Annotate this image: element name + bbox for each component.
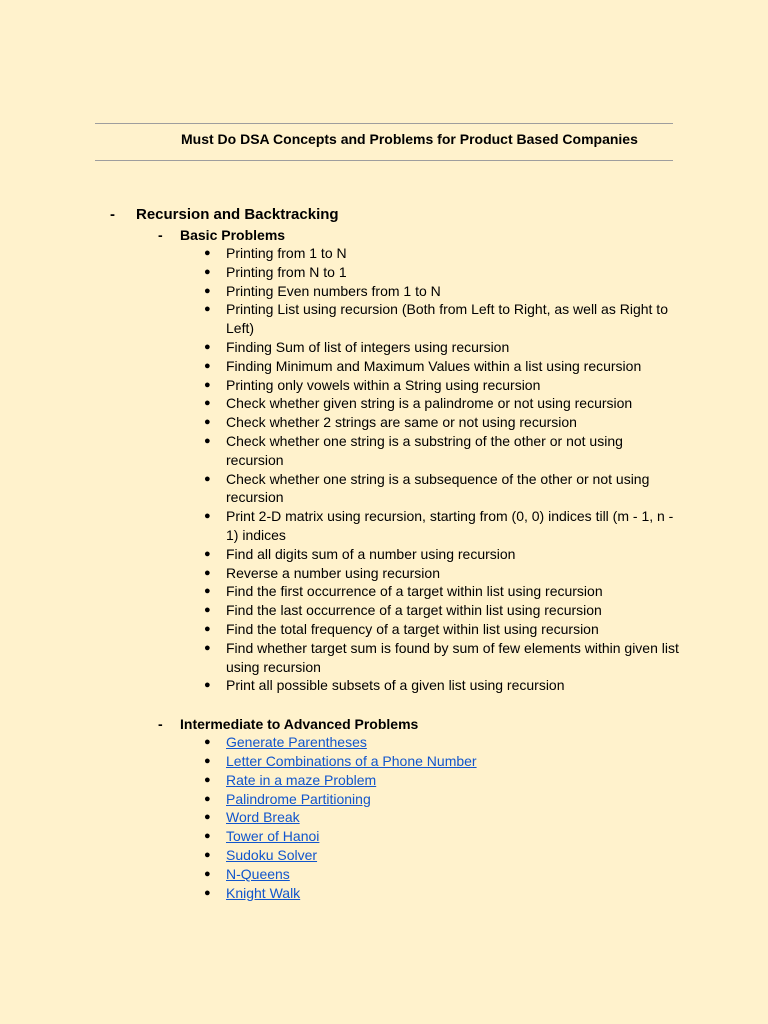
problem-link-item	[203, 790, 682, 809]
problem-item	[203, 357, 682, 376]
problem-link[interactable]: Word Break	[226, 809, 300, 826]
problem-text: Find the first occurrence of a target within list using recursion	[226, 583, 603, 600]
bottom-divider	[95, 160, 673, 161]
basic-problems-list	[203, 244, 710, 695]
problem-item	[203, 376, 682, 395]
problem-text: Find all digits sum of a number using recursion	[226, 545, 516, 562]
bullet-icon: ●	[204, 566, 211, 579]
bullet-icon: ●	[204, 303, 211, 316]
problem-link[interactable]: Generate Parentheses	[226, 734, 367, 751]
bullet-icon: ●	[204, 773, 211, 786]
bullet-icon: ●	[204, 340, 211, 353]
problem-item	[203, 620, 682, 639]
bullet-icon: ●	[204, 622, 211, 635]
subsection-advanced-problems	[158, 715, 710, 902]
bullet-icon: ●	[204, 434, 211, 447]
problem-text: Print 2-D matrix using recursion, starting from (0, 0) indices till (m - 1, n - 1) indices	[226, 508, 674, 543]
advanced-problems-list	[203, 733, 710, 902]
problem-text: Find the last occurrence of a target within list using recursion	[226, 602, 602, 619]
problem-item	[203, 244, 682, 263]
bullet-icon: ●	[204, 416, 211, 429]
problem-link[interactable]: Rate in a maze Problem	[226, 771, 377, 788]
problem-text: Printing from 1 to N	[226, 245, 347, 261]
problem-link[interactable]: Sudoku Solver	[226, 846, 318, 863]
bullet-icon: ●	[204, 472, 211, 485]
problem-item	[203, 263, 682, 282]
problem-text: Find whether target sum is found by sum of few elements within given list using recursion	[226, 639, 679, 675]
subsection-heading-text: Intermediate to Advanced Problems	[180, 716, 419, 733]
bullet-icon: ●	[204, 830, 211, 843]
problem-text: Printing from N to 1	[226, 263, 347, 280]
problem-item	[203, 639, 682, 677]
bullet-icon: ●	[204, 736, 211, 749]
problem-item	[203, 432, 682, 470]
document-title: Must Do DSA Concepts and Problems for Product Based Companies	[181, 131, 638, 147]
subsection-heading-text: Basic Problems	[180, 227, 286, 243]
bullet-icon: ●	[204, 378, 211, 391]
problem-link[interactable]: Knight Walk	[226, 884, 301, 901]
subsection-heading	[158, 715, 710, 733]
bullet-icon: ●	[204, 510, 211, 523]
problem-link-item	[203, 808, 682, 827]
problem-link-item	[203, 846, 682, 865]
problem-item	[203, 676, 682, 695]
section-recursion-backtracking	[110, 206, 710, 902]
bullet-icon: ●	[204, 641, 211, 654]
problem-link[interactable]: N-Queens	[226, 865, 290, 882]
problem-item	[203, 601, 682, 620]
problem-item	[203, 582, 682, 601]
problem-text: Finding Sum of list of integers using recursion	[226, 338, 510, 355]
bullet-icon: ●	[204, 359, 211, 372]
problem-item	[203, 545, 682, 564]
subsection-basic-problems	[158, 226, 710, 695]
bullet-icon: ●	[204, 265, 211, 278]
bullet-icon: ●	[204, 547, 211, 560]
problem-item	[203, 413, 682, 432]
problem-text: Find the total frequency of a target within list using recursion	[226, 620, 599, 637]
problem-link-item	[203, 884, 682, 903]
problem-text: Printing List using recursion (Both from Left to Right, as well as Right to Left)	[226, 301, 668, 337]
dash-marker: -	[158, 716, 163, 733]
bullet-icon: ●	[204, 397, 211, 410]
bullet-icon: ●	[204, 585, 211, 598]
problem-text: Check whether one string is a substring of the other or not using recursion	[226, 432, 623, 468]
section-heading-text: Recursion and Backtracking	[136, 206, 339, 223]
problem-link-item	[203, 771, 682, 790]
problem-text: Printing only vowels within a String using recursion	[226, 376, 541, 393]
bullet-icon: ●	[204, 604, 211, 617]
problem-item	[203, 394, 682, 413]
problem-text: Reverse a number using recursion	[226, 564, 440, 581]
problem-link-item	[203, 733, 682, 752]
bullet-icon: ●	[204, 284, 211, 297]
subsection-heading	[158, 226, 710, 244]
problem-link[interactable]: Letter Combinations of a Phone Number	[226, 752, 477, 769]
bullet-icon: ●	[204, 848, 211, 861]
problem-item	[203, 300, 682, 338]
problem-text: Finding Minimum and Maximum Values within a list using recursion	[226, 357, 642, 374]
bullet-icon: ●	[204, 247, 211, 259]
problem-item	[203, 282, 682, 301]
dash-marker: -	[158, 227, 163, 243]
problem-item	[203, 564, 682, 583]
bullet-icon: ●	[204, 867, 211, 880]
bullet-icon: ●	[204, 886, 211, 899]
problem-text: Check whether one string is a subsequence of the other or not using recursion	[226, 470, 650, 506]
problem-text: Check whether 2 strings are same or not using recursion	[226, 414, 577, 431]
problem-item	[203, 470, 682, 508]
bullet-icon: ●	[204, 679, 211, 692]
problem-item	[203, 338, 682, 357]
bullet-icon: ●	[204, 792, 211, 805]
problem-text: Check whether given string is a palindrome or not using recursion	[226, 395, 633, 412]
problem-link-item	[203, 827, 682, 846]
problem-link[interactable]: Palindrome Partitioning	[226, 790, 371, 807]
bullet-icon: ●	[204, 811, 211, 824]
problem-text: Print all possible subsets of a given list using recursion	[226, 677, 565, 694]
top-divider	[95, 123, 673, 124]
problem-link-item	[203, 752, 682, 771]
problem-link[interactable]: Tower of Hanoi	[226, 828, 320, 845]
problem-text: Printing Even numbers from 1 to N	[226, 282, 441, 299]
problem-link-item	[203, 865, 682, 884]
section-heading	[110, 206, 710, 224]
bullet-icon: ●	[204, 754, 211, 767]
dash-marker: -	[110, 206, 115, 223]
problem-item	[203, 507, 682, 545]
